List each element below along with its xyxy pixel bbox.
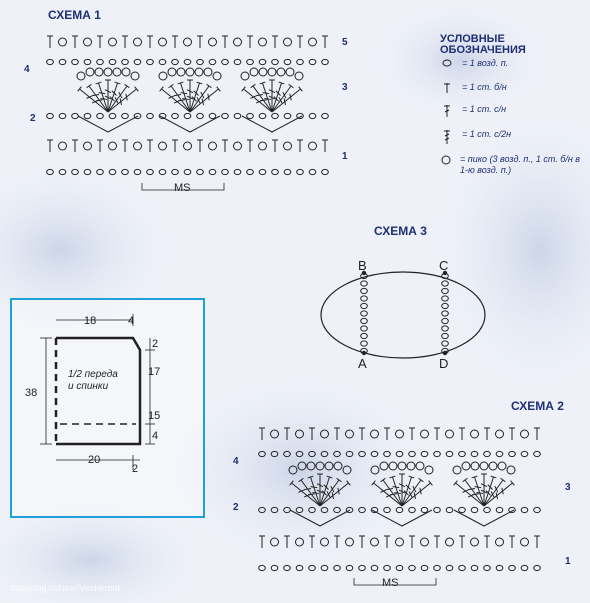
chain-stitch [534,565,541,570]
treble-crochet-stitch [317,474,323,506]
single-crochet-stitch [434,428,440,440]
picot-stitch [334,462,342,470]
single-crochet-stitch [384,428,390,440]
piece-top-width: 18 [84,315,97,327]
scheme2-row-1: 1 [565,556,571,567]
chain-stitch [271,451,278,456]
chain-stitch [434,565,441,570]
chain-stitch [409,507,416,512]
scheme1-row-4: 4 [24,64,30,75]
scheme3-point-a: A [358,356,367,371]
chain-stitch [459,451,466,456]
picot-stitch [507,466,515,474]
picot-stitch [496,430,504,438]
scheme3-point-d: D [439,356,449,371]
treble-crochet-stitch [481,474,487,506]
chain-stitch [421,565,428,570]
chain-stitch [334,565,341,570]
scheme2-title: СХЕМА 2 [511,399,564,413]
single-crochet-stitch [384,536,390,548]
chain-stitch [284,565,291,570]
single-crochet-stitch [359,536,365,548]
picot-stitch [462,462,470,470]
picot-stitch [471,430,479,438]
single-crochet-stitch [409,536,415,548]
chain-stitch [309,451,316,456]
chain-stitch [509,451,516,456]
picot-stitch [325,462,333,470]
chain-stitch [371,451,378,456]
single-crochet-stitch [484,536,490,548]
picot-stitch [296,538,304,546]
chain-stitch [471,507,478,512]
chain-stitch [421,451,428,456]
piece-right-top: 2 [152,338,159,350]
chain-stitch [321,451,328,456]
single-crochet-stitch [309,428,315,440]
chain-stitch [296,565,303,570]
single-crochet-stitch [309,536,315,548]
chain-stitch [409,451,416,456]
chain-stitch [346,451,353,456]
watermark: babyblog.ru/user/Vecheront [10,583,121,593]
picot-stitch [307,462,315,470]
picot-stitch [425,466,433,474]
chain-stitch [259,507,266,512]
picot-stitch [380,462,388,470]
picot-stitch [416,462,424,470]
treble-crochet-stitch [381,478,402,506]
chain-stitch [434,451,441,456]
picot-stitch [396,538,404,546]
piece-right-lower: 15 [148,410,161,422]
scheme1-row-3: 3 [342,82,348,93]
scheme2-row-2: 2 [233,502,239,513]
chain-stitch [359,507,366,512]
chain-stitch [496,507,503,512]
chain-stitch [521,565,528,570]
picot-stitch [371,430,379,438]
picot-stitch [298,462,306,470]
single-crochet-stitch [284,536,290,548]
legend-title-line2: ОБОЗНАЧЕНИЯ [440,44,526,56]
picot-stitch [389,462,397,470]
chain-stitch [271,507,278,512]
chain-stitch [284,507,291,512]
piece-right-bottom: 4 [152,430,159,442]
single-crochet-stitch [334,536,340,548]
chain-stitch [446,565,453,570]
chain-stitch [309,565,316,570]
chain-stitch [371,565,378,570]
chain-stitch [409,565,416,570]
single-crochet-stitch [459,428,465,440]
chain-stitch [346,565,353,570]
picot-stitch [453,466,461,474]
piece-left-height: 38 [25,387,38,399]
chain-stitch [284,451,291,456]
scheme1-row-2: 2 [30,113,36,124]
piece-bottom-offset: 2 [132,463,139,475]
chain-stitch [384,507,391,512]
picot-stitch [371,466,379,474]
picot-stitch [371,538,379,546]
chain-stitch [396,451,403,456]
picot-stitch [289,466,297,474]
chain-stitch [496,565,503,570]
scheme2-ms-label: MS [382,577,399,589]
chain-stitch [296,507,303,512]
chain-stitch [446,451,453,456]
picot-stitch [407,462,415,470]
single-crochet-stitch [434,536,440,548]
single-crochet-stitch [509,536,515,548]
chain-stitch [359,565,366,570]
chain-stitch [509,565,516,570]
treble-crochet-stitch [463,478,484,506]
single-crochet-stitch [484,428,490,440]
chain-stitch [334,507,341,512]
chain-stitch [484,507,491,512]
scheme3-point-b: B [358,258,367,273]
chain-stitch [421,507,428,512]
picot-stitch [471,538,479,546]
piece-top-offset: 4 [128,315,135,327]
chain-stitch [321,565,328,570]
picot-stitch [398,462,406,470]
legend-chain-text: = 1 возд. п. [462,58,509,68]
scheme1-row-1: 1 [342,151,348,162]
single-crochet-stitch [259,428,265,440]
treble-crochet-stitch [399,474,405,506]
chain-stitch [509,507,516,512]
single-crochet-stitch [359,428,365,440]
chain-stitch [359,451,366,456]
scheme1-ms-label: MS [174,182,191,194]
chain-stitch [434,507,441,512]
single-crochet-stitch [334,428,340,440]
chain-stitch [384,565,391,570]
picot-stitch [396,430,404,438]
chain-stitch [334,451,341,456]
legend-dc-text: = 1 ст. с/н [462,104,507,114]
treble-crochet-stitch [299,478,320,506]
picot-stitch [271,430,279,438]
single-crochet-stitch [409,428,415,440]
chain-stitch [296,451,303,456]
picot-stitch [346,430,354,438]
chain-stitch [484,565,491,570]
legend-title-line1: УСЛОВНЫЕ [440,33,505,45]
picot-stitch [346,538,354,546]
picot-stitch [446,430,454,438]
chain-stitch [259,565,266,570]
single-crochet-stitch [534,536,540,548]
chain-stitch [521,451,528,456]
piece-label-line2: и спинки [68,381,109,392]
picot-stitch [296,430,304,438]
legend-tr-text: = 1 ст. с/2н [462,129,512,139]
scheme3-title: СХЕМА 3 [374,224,427,238]
picot-stitch [321,430,329,438]
chain-stitch [534,451,541,456]
single-crochet-stitch [284,428,290,440]
piece-label-line1: 1/2 переда [68,369,118,380]
picot-stitch [421,430,429,438]
chain-stitch [459,565,466,570]
picot-stitch [489,462,497,470]
single-crochet-stitch [509,428,515,440]
chain-stitch [271,565,278,570]
picot-stitch [271,538,279,546]
picot-stitch [521,538,529,546]
picot-stitch [343,466,351,474]
picot-stitch [498,462,506,470]
picot-stitch [321,538,329,546]
chain-stitch [471,451,478,456]
scheme2-row-3: 3 [565,482,571,493]
picot-stitch [480,462,488,470]
picot-stitch [496,538,504,546]
chain-stitch [384,451,391,456]
picot-stitch [316,462,324,470]
chain-stitch [471,565,478,570]
legend-picot-text: = пико (3 возд. п., 1 ст. б/н в 1-ю возд. п.) [460,154,581,175]
chain-stitch [446,507,453,512]
chain-stitch [521,507,528,512]
scheme1-row-5: 5 [342,37,348,48]
piece-bottom-width: 20 [88,454,101,466]
chain-stitch [259,451,266,456]
scheme3-point-c: C [439,258,449,273]
legend-sc-text: = 1 ст. б/н [462,82,507,92]
single-crochet-stitch [259,536,265,548]
chain-stitch [321,507,328,512]
chain-stitch [484,451,491,456]
picot-stitch [421,538,429,546]
scheme2-row-4: 4 [233,456,239,467]
single-crochet-stitch [534,428,540,440]
chain-stitch [534,507,541,512]
chain-stitch [396,565,403,570]
picot-stitch [446,538,454,546]
chain-stitch [459,507,466,512]
single-crochet-stitch [459,536,465,548]
chain-stitch [309,507,316,512]
chain-stitch [496,451,503,456]
piece-right-upper: 17 [148,366,161,378]
scheme1-title: СХЕМА 1 [48,8,101,22]
chain-stitch [396,507,403,512]
picot-stitch [471,462,479,470]
picot-stitch [521,430,529,438]
